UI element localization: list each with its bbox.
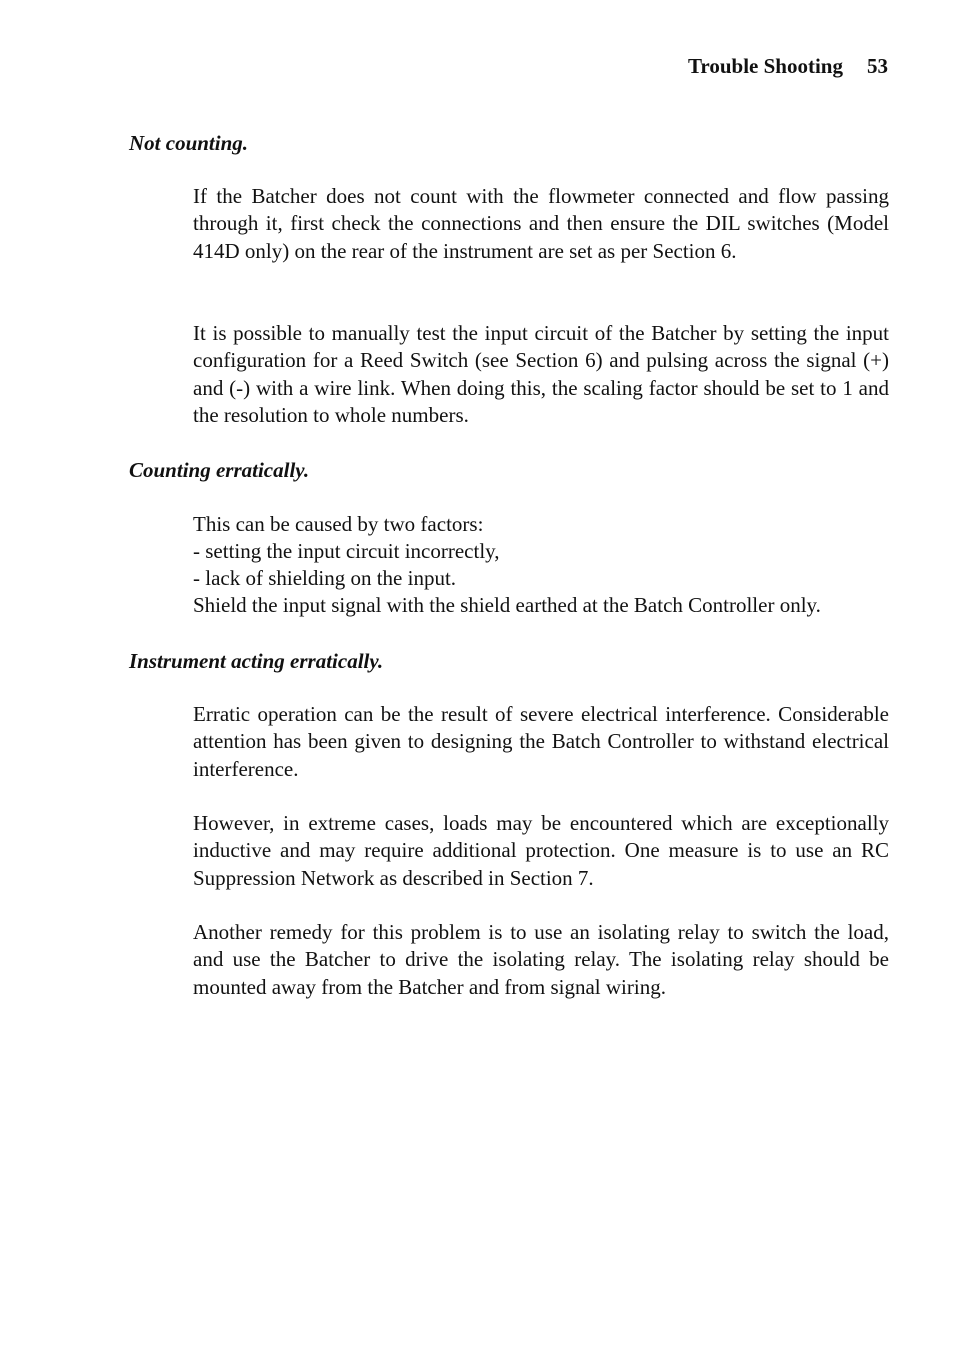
paragraph-instrument-erratic-1: Erratic operation can be the result of severe electrical interference. Considerable attention has been given to designing the Batch Controller to withstand electrical interference. [193, 702, 889, 781]
paragraph-instrument-erratic-2: However, in extreme cases, loads may be encountered which are exceptionally inductive and may require additional protection. One measure is to use an RC Suppression Network as described in Section 7. [193, 811, 889, 890]
section-heading-counting-erratically: Counting erratically. [129, 458, 310, 482]
section-heading-instrument-erratic: Instrument acting erratically. [129, 649, 384, 673]
running-header [688, 52, 888, 80]
paragraph-not-counting-1: If the Batcher does not count with the flowmeter connected and flow passing through it, first check the connections and then ensure the DIL switches (Model 414D only) on the rear of the instrument are set as per Section 6. [193, 184, 889, 263]
factors-intro: This can be caused by two factors: [193, 512, 484, 536]
paragraph-not-counting-2: It is possible to manually test the input circuit of the Batcher by setting the input configuration for a Reed Switch (see Section 6) and pulsing across the signal (+) and (-) with a wire link. When doing this, the scaling factor should be set to 1 and the resolution to whole numbers. [193, 321, 889, 428]
section-heading-not-counting: Not counting. [129, 131, 249, 155]
page-number: 53 [867, 54, 888, 78]
section-title: Trouble Shooting [687, 54, 843, 78]
paragraph-instrument-erratic-3: Another remedy for this problem is to use an isolating relay to switch the load, and use the Batcher to drive the isolating relay. The isolating relay should be mounted away from the Batcher and from signal wiring. [193, 920, 889, 999]
list-item: - setting the input circuit incorrectly, [193, 539, 500, 563]
shielding-advice: Shield the input signal with the shield earthed at the Batch Controller only. [193, 593, 821, 617]
list-item: - lack of shielding on the input. [193, 566, 457, 590]
